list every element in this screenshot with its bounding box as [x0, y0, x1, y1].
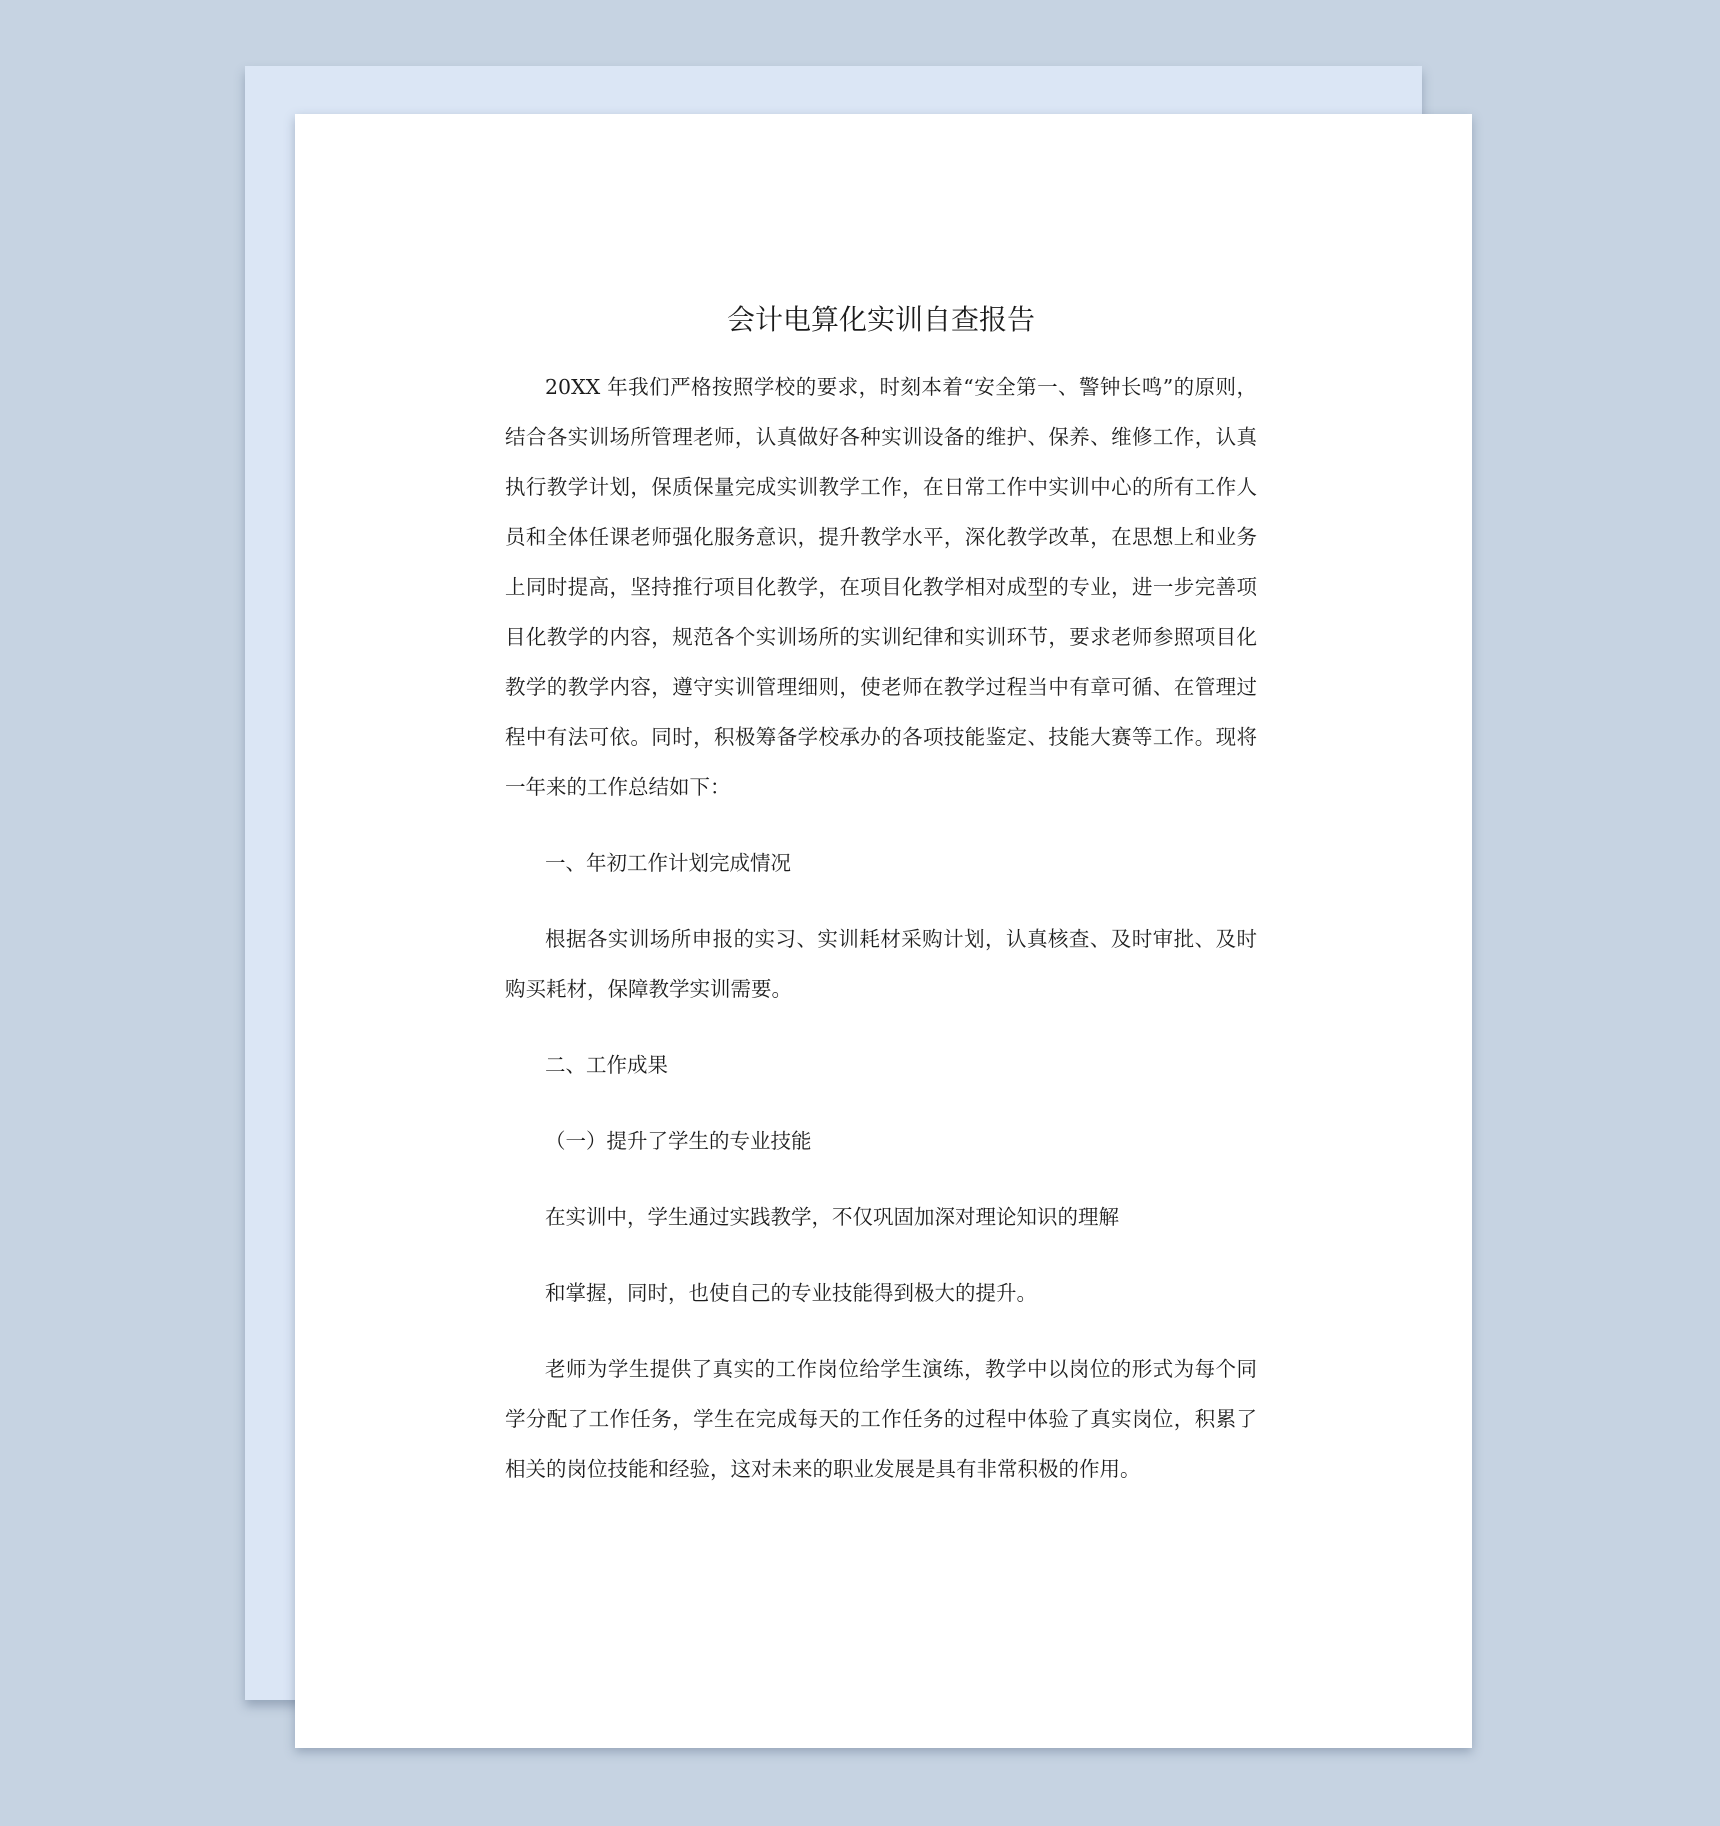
section-heading-1: 一、年初工作计划完成情况	[545, 851, 791, 875]
document-title: 会计电算化实训自查报告	[726, 303, 1035, 336]
subsection-heading-1: （一）提升了学生的专业技能	[545, 1129, 812, 1153]
section-heading-2: 二、工作成果	[545, 1053, 668, 1077]
intro-paragraph: 20XX 年我们严格按照学校的要求，时刻本着“安全第一、警钟长鸣”的原则，结合各实训场所管理老师，认真做好各种实训设备的维护、保养、维修工作，认真执行教学计划，保质保量完成实训教学工作，在日常工作中实训中心的所有工作人员和全体任课老师强化服务意识，提升教学水平，深化教学改革，在思想上和业务上同时提高，坚持推行项目化教学，在项目化教学相对成型的专业，进一步完善项目化教学的内容，规范各个实训场所的实训纪律和实训环节，要求老师参照项目化教学的教学内容，遵守实训管理细则，使老师在教学过程当中有章可循、在管理过程中有法可依。同时，积极筹备学校承办的各项技能鉴定、技能大赛等工作。现将一年来的工作总结如下：	[505, 375, 1257, 799]
document-body	[505, 300, 1257, 1494]
subsection-paragraph-3: 老师为学生提供了真实的工作岗位给学生演练，教学中以岗位的形式为每个同学分配了工作任务，学生在完成每天的工作任务的过程中体验了真实岗位，积累了相关的岗位技能和经验，这对未来的职业发展是具有非常积极的作用。	[505, 1357, 1257, 1481]
subsection-paragraph-1: 在实训中，学生通过实践教学，不仅巩固加深对理论知识的理解	[545, 1205, 1119, 1229]
section-1-paragraph: 根据各实训场所申报的实习、实训耗材采购计划，认真核查、及时审批、及时购买耗材，保障教学实训需要。	[505, 927, 1257, 1001]
document-page	[295, 114, 1472, 1748]
subsection-paragraph-2: 和掌握，同时，也使自己的专业技能得到极大的提升。	[545, 1281, 1037, 1305]
